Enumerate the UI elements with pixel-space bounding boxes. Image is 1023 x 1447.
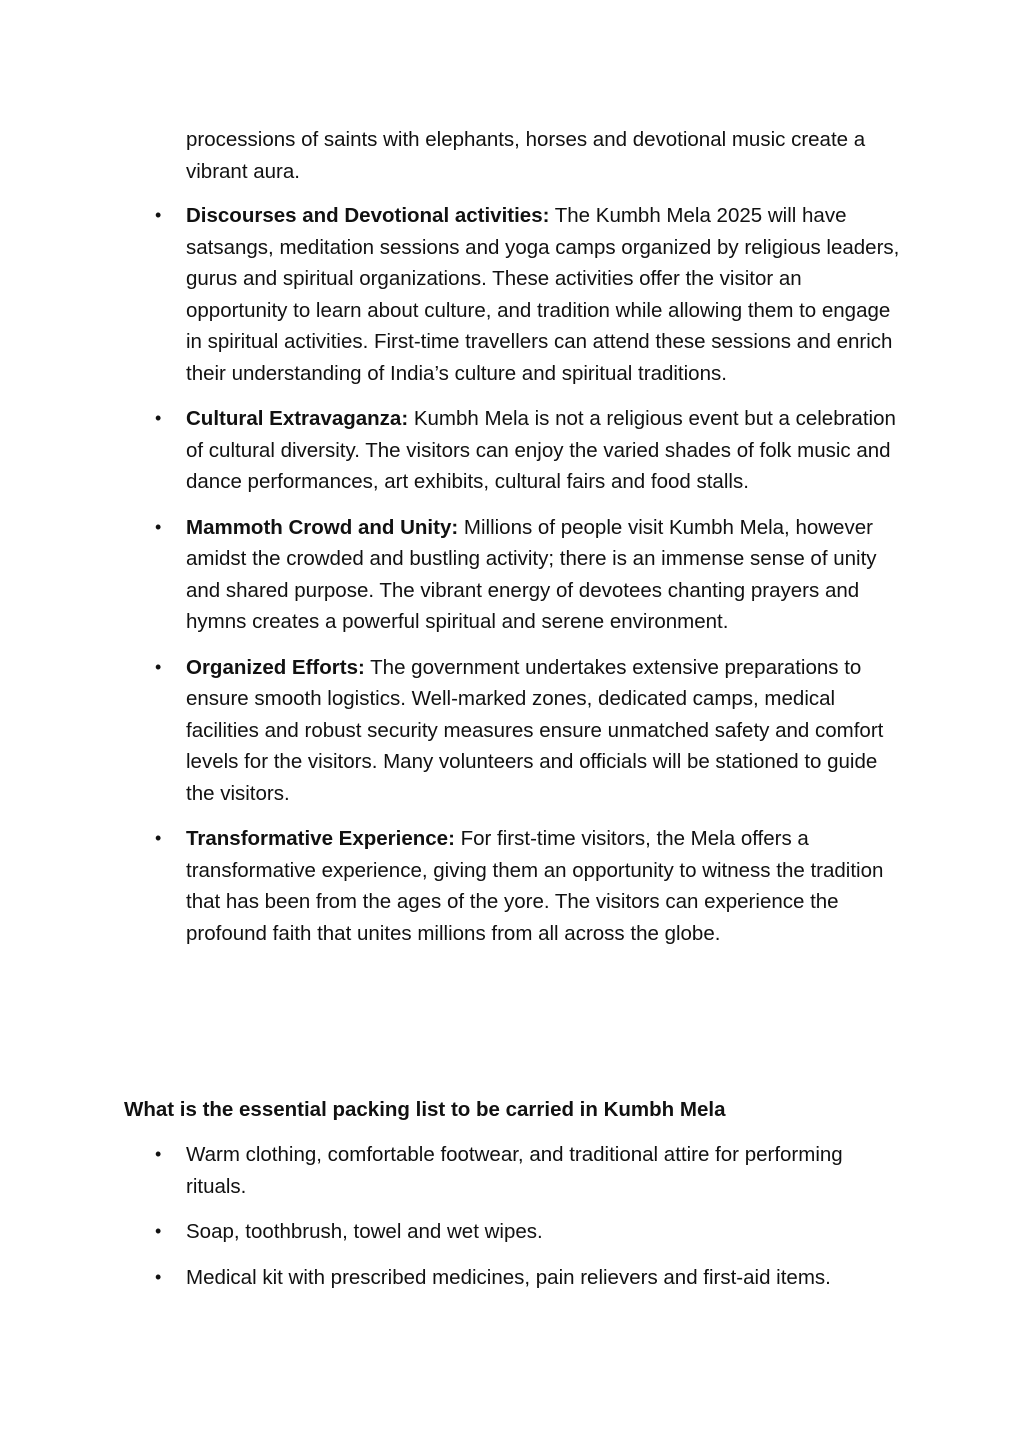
list-item-cultural	[0, 403, 906, 498]
item-term: Transformative Experience:	[186, 827, 455, 850]
list-item-transformative	[0, 823, 906, 949]
continuation-paragraph: processions of saints with elephants, horses and devotional music create a vibrant aura.	[186, 128, 866, 183]
features-list	[0, 200, 1023, 963]
list-item-organized	[0, 652, 906, 810]
list-item-clothing	[0, 1139, 906, 1202]
bullet-icon: •	[155, 408, 162, 428]
list-item-crowd	[0, 512, 906, 638]
item-text: Soap, toothbrush, towel and wet wipes.	[186, 1220, 543, 1243]
item-text: Kumbh Mela is not a religious event but a celebration of cultural diversity. The visitors can enjoy the varied shades of folk music and dance performances, art exhibits, cultural fairs and food stalls.	[186, 407, 896, 493]
item-term: Organized Efforts:	[186, 655, 365, 679]
bullet-icon: •	[155, 1144, 162, 1164]
list-item-toiletries	[0, 1216, 906, 1248]
bullet-icon: •	[155, 1221, 162, 1241]
bullet-icon: •	[155, 205, 162, 225]
item-term: Cultural Extravaganza:	[186, 407, 409, 430]
list-item-discourses	[0, 200, 906, 389]
item-text: Medical kit with prescribed medicines, pain relievers and first-aid items.	[186, 1265, 831, 1289]
item-text: For first-time visitors, the Mela offers a transformative experience, giving them an opportunity to witness the tradition that has been from the ages of the yore. The visitors can experience the profound faith that unites millions from all across the globe.	[186, 827, 884, 945]
packing-list	[0, 1139, 1023, 1307]
item-text: Warm clothing, comfortable footwear, and traditional attire for performing rituals.	[186, 1143, 843, 1198]
packing-heading: What is the essential packing list to be carried in Kumbh Mela	[124, 1098, 726, 1121]
item-term: Mammoth Crowd and Unity:	[186, 515, 459, 539]
list-item-medical	[0, 1262, 906, 1294]
item-text: The government undertakes extensive preparations to ensure smooth logistics. Well-marked zones, dedicated camps, medical facilities and robust security measures ensure unmatched safety and comfort levels for the visitors. Many volunteers and officials will be stationed to guide the visitors.	[186, 655, 884, 805]
item-text: The Kumbh Mela 2025 will have satsangs, meditation sessions and yoga camps organized by religious leaders, gurus and spiritual organizations. These activities offer the visitor an opportunity to learn about culture, and tradition while allowing them to engage in spiritual activities. First-time travellers can attend these sessions and enrich their understanding of India’s culture and spiritual traditions.	[186, 204, 900, 385]
bullet-icon: •	[155, 656, 162, 677]
item-text: Millions of people visit Kumbh Mela, however amidst the crowded and bustling activity; there is an immense sense of unity and shared purpose. The vibrant energy of devotees chanting prayers and hymns creates a powerful spiritual and serene environment.	[186, 515, 877, 633]
bullet-icon: •	[155, 1266, 162, 1287]
bullet-icon: •	[155, 828, 162, 848]
item-term: Discourses and Devotional activities:	[186, 204, 550, 227]
bullet-icon: •	[155, 516, 162, 537]
